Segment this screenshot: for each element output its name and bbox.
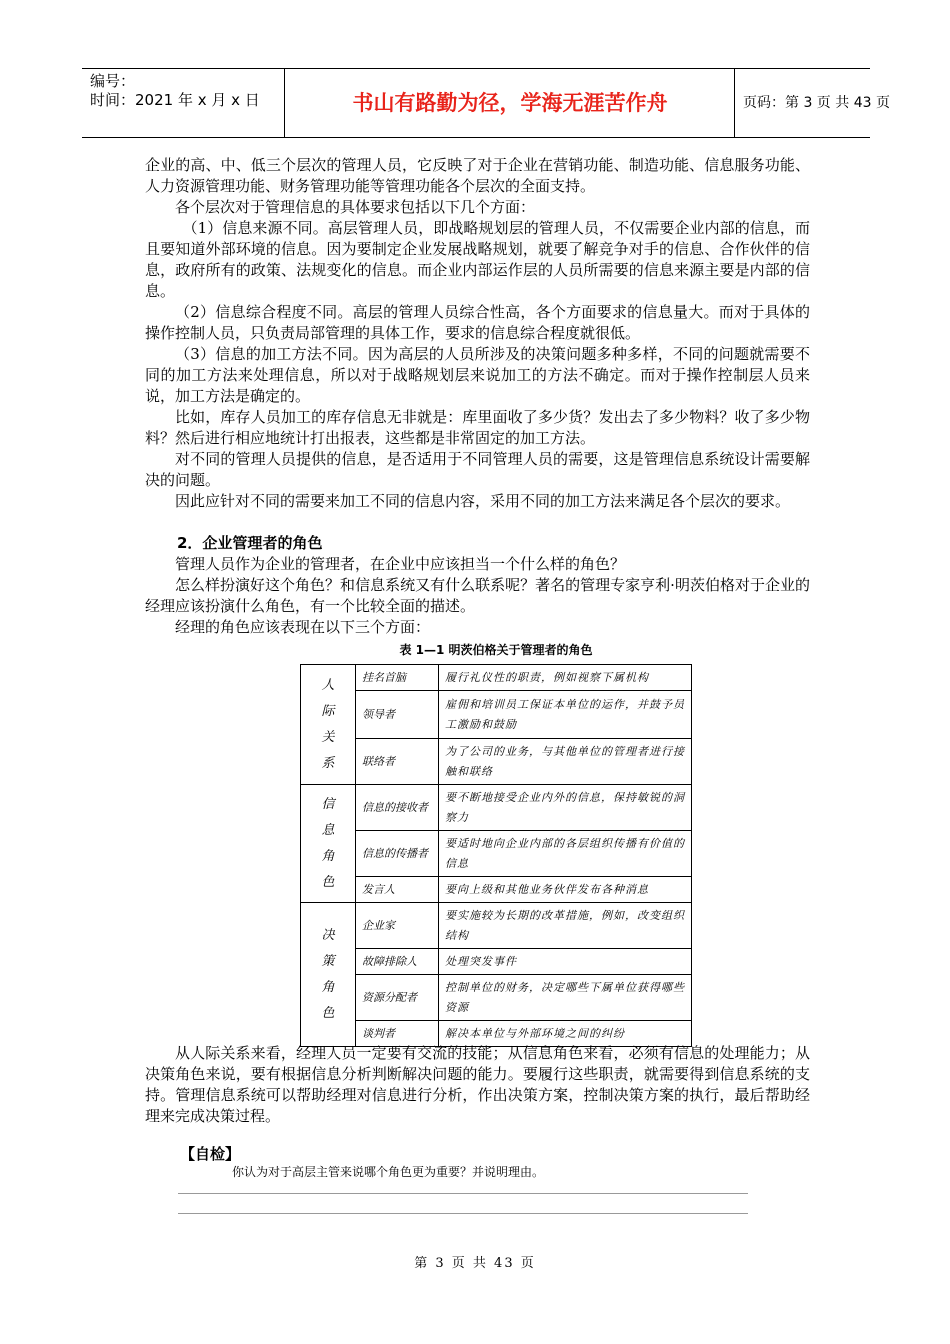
role-cell: 领导者 — [356, 691, 439, 739]
desc-cell: 要向上级和其他业务伙伴发布各种消息 — [439, 877, 692, 903]
paragraph: 管理人员作为企业的管理者，在企业中应该担当一个什么样的角色？ — [175, 555, 626, 573]
desc-cell: 要实施较为长期的改革措施，例如，改变组织结构 — [439, 903, 692, 949]
desc-cell: 履行礼仪性的职责，例如视察下属机构 — [439, 665, 692, 691]
conclusion-text — [145, 1043, 810, 1127]
paragraph: 各个层次对于管理信息的具体要求包括以下几个方面： — [175, 198, 536, 216]
table-row — [301, 975, 692, 1021]
table-caption: 表 1—1 明茨伯格关于管理者的角色 — [399, 643, 593, 657]
paragraph: 比如，库存人员加工的库存信息无非就是：库里面收了多少货？发出去了多少物料？收了多少物料？然后进行相应地统计打出报表，这些都是非常固定的加工方法。 — [145, 408, 810, 447]
table-row — [301, 949, 692, 975]
group-name: 信息角色 — [321, 796, 335, 890]
group-name: 决策角色 — [321, 927, 335, 1021]
header-page-info: 页码：第 3 页 共 43 页 — [743, 95, 890, 111]
table-row — [301, 785, 692, 831]
table-row — [301, 739, 692, 785]
table-row — [301, 903, 692, 949]
page-header — [82, 68, 890, 138]
desc-cell: 为了公司的业务，与其他单位的管理者进行接触和联络 — [439, 739, 692, 785]
doc-date-label: 时间：2021 年 x 月 x 日 — [90, 91, 260, 109]
paragraph: 企业的高、中、低三个层次的管理人员，它反映了对于企业在营销功能、制造功能、信息服务功能、人力资源管理功能、财务管理功能等管理功能各个层次的全面支持。 — [145, 156, 810, 195]
answer-line — [178, 1213, 748, 1214]
group-name: 人际关系 — [321, 677, 335, 771]
role-cell: 发言人 — [356, 877, 439, 903]
role-cell: 故障排除人 — [356, 949, 439, 975]
role-cell: 资源分配者 — [356, 975, 439, 1021]
desc-cell: 处理突发事件 — [439, 949, 692, 975]
self-check-question: 你认为对于高层主管来说哪个角色更为重要？并说明理由。 — [232, 1165, 545, 1179]
role-cell: 挂名首脑 — [356, 665, 439, 691]
role-cell: 信息的接收者 — [356, 785, 439, 831]
page-footer: 第 3 页 共 43 页 — [414, 1256, 536, 1271]
header-meta — [82, 69, 285, 137]
group-cell-decision — [301, 903, 356, 1047]
role-cell: 联络者 — [356, 739, 439, 785]
paragraph: 经理的角色应该表现在以下三个方面： — [175, 618, 431, 636]
paragraph: 从人际关系来看，经理人员一定要有交流的技能；从信息角色来看，必须有信息的处理能力；从决策角色来说，要有根据信息分析判断解决问题的能力。要履行这些职责，就需要得到信息系统的支持。管理信息系统可以帮助经理对信息进行分析，作出决策方案，控制决策方案的执行，最后帮助经理来完成决策过程。 — [145, 1044, 810, 1125]
self-check-title: 【自检】 — [180, 1145, 241, 1163]
desc-cell: 雇佣和培训员工保证本单位的运作，并鼓予员工激励和鼓励 — [439, 691, 692, 739]
paragraph: 因此应针对不同的需要来加工不同的信息内容，采用不同的加工方法来满足各个层次的要求。 — [175, 492, 791, 510]
desc-cell: 控制单位的财务，决定哪些下属单位获得哪些资源 — [439, 975, 692, 1021]
paragraph: 对不同的管理人员提供的信息，是否适用于不同管理人员的需要，这是管理信息系统设计需要解决的问题。 — [145, 450, 810, 489]
paragraph: （2）信息综合程度不同。高层的管理人员综合性高，各个方面要求的信息量大。而对于具体的操作控制人员，只负责局部管理的具体工作，要求的信息综合程度就很低。 — [145, 303, 810, 342]
role-cell: 企业家 — [356, 903, 439, 949]
table-row — [301, 691, 692, 739]
table-row — [301, 831, 692, 877]
group-cell-interpersonal — [301, 665, 356, 785]
group-cell-information — [301, 785, 356, 903]
section-heading: 2．企业管理者的角色 — [177, 534, 323, 552]
paragraph: 怎么样扮演好这个角色？和信息系统又有什么联系呢？著名的管理专家亨利·明茨伯格对于企业的经理应该扮演什么角色，有一个比较全面的描述。 — [145, 576, 810, 615]
paragraph: （1）信息来源不同。高层管理人员，即战略规划层的管理人员，不仅需要企业内部的信息，而且要知道外部环境的信息。因为要制定企业发展战略规划，就要了解竞争对手的信息、合作伙伴的信息，政府所有的政策、法规变化的信息。而企业内部运作层的人员所需要的信息来源主要是内部的信息。 — [145, 219, 810, 300]
main-text — [145, 155, 810, 638]
paragraph: （3）信息的加工方法不同。因为高层的人员所涉及的决策问题多种多样，不同的问题就需要不同的加工方法来处理信息，所以对于战略规划层来说加工的方法不确定。而对于操作控制层人员来说，加工方法是确定的。 — [145, 345, 810, 405]
role-cell: 谈判者 — [356, 1021, 439, 1047]
header-motto: 书山有路勤为径，学海无涯苦作舟 — [286, 69, 735, 137]
desc-cell: 解决本单位与外部环境之间的纠纷 — [439, 1021, 692, 1047]
roles-table — [300, 664, 692, 1047]
table-row — [301, 665, 692, 691]
doc-number-label: 编号： — [90, 72, 136, 90]
answer-line — [178, 1193, 748, 1194]
role-cell: 信息的传播者 — [356, 831, 439, 877]
table-row — [301, 877, 692, 903]
desc-cell: 要不断地接受企业内外的信息，保持敏锐的洞察力 — [439, 785, 692, 831]
desc-cell: 要适时地向企业内部的各层组织传播有价值的信息 — [439, 831, 692, 877]
